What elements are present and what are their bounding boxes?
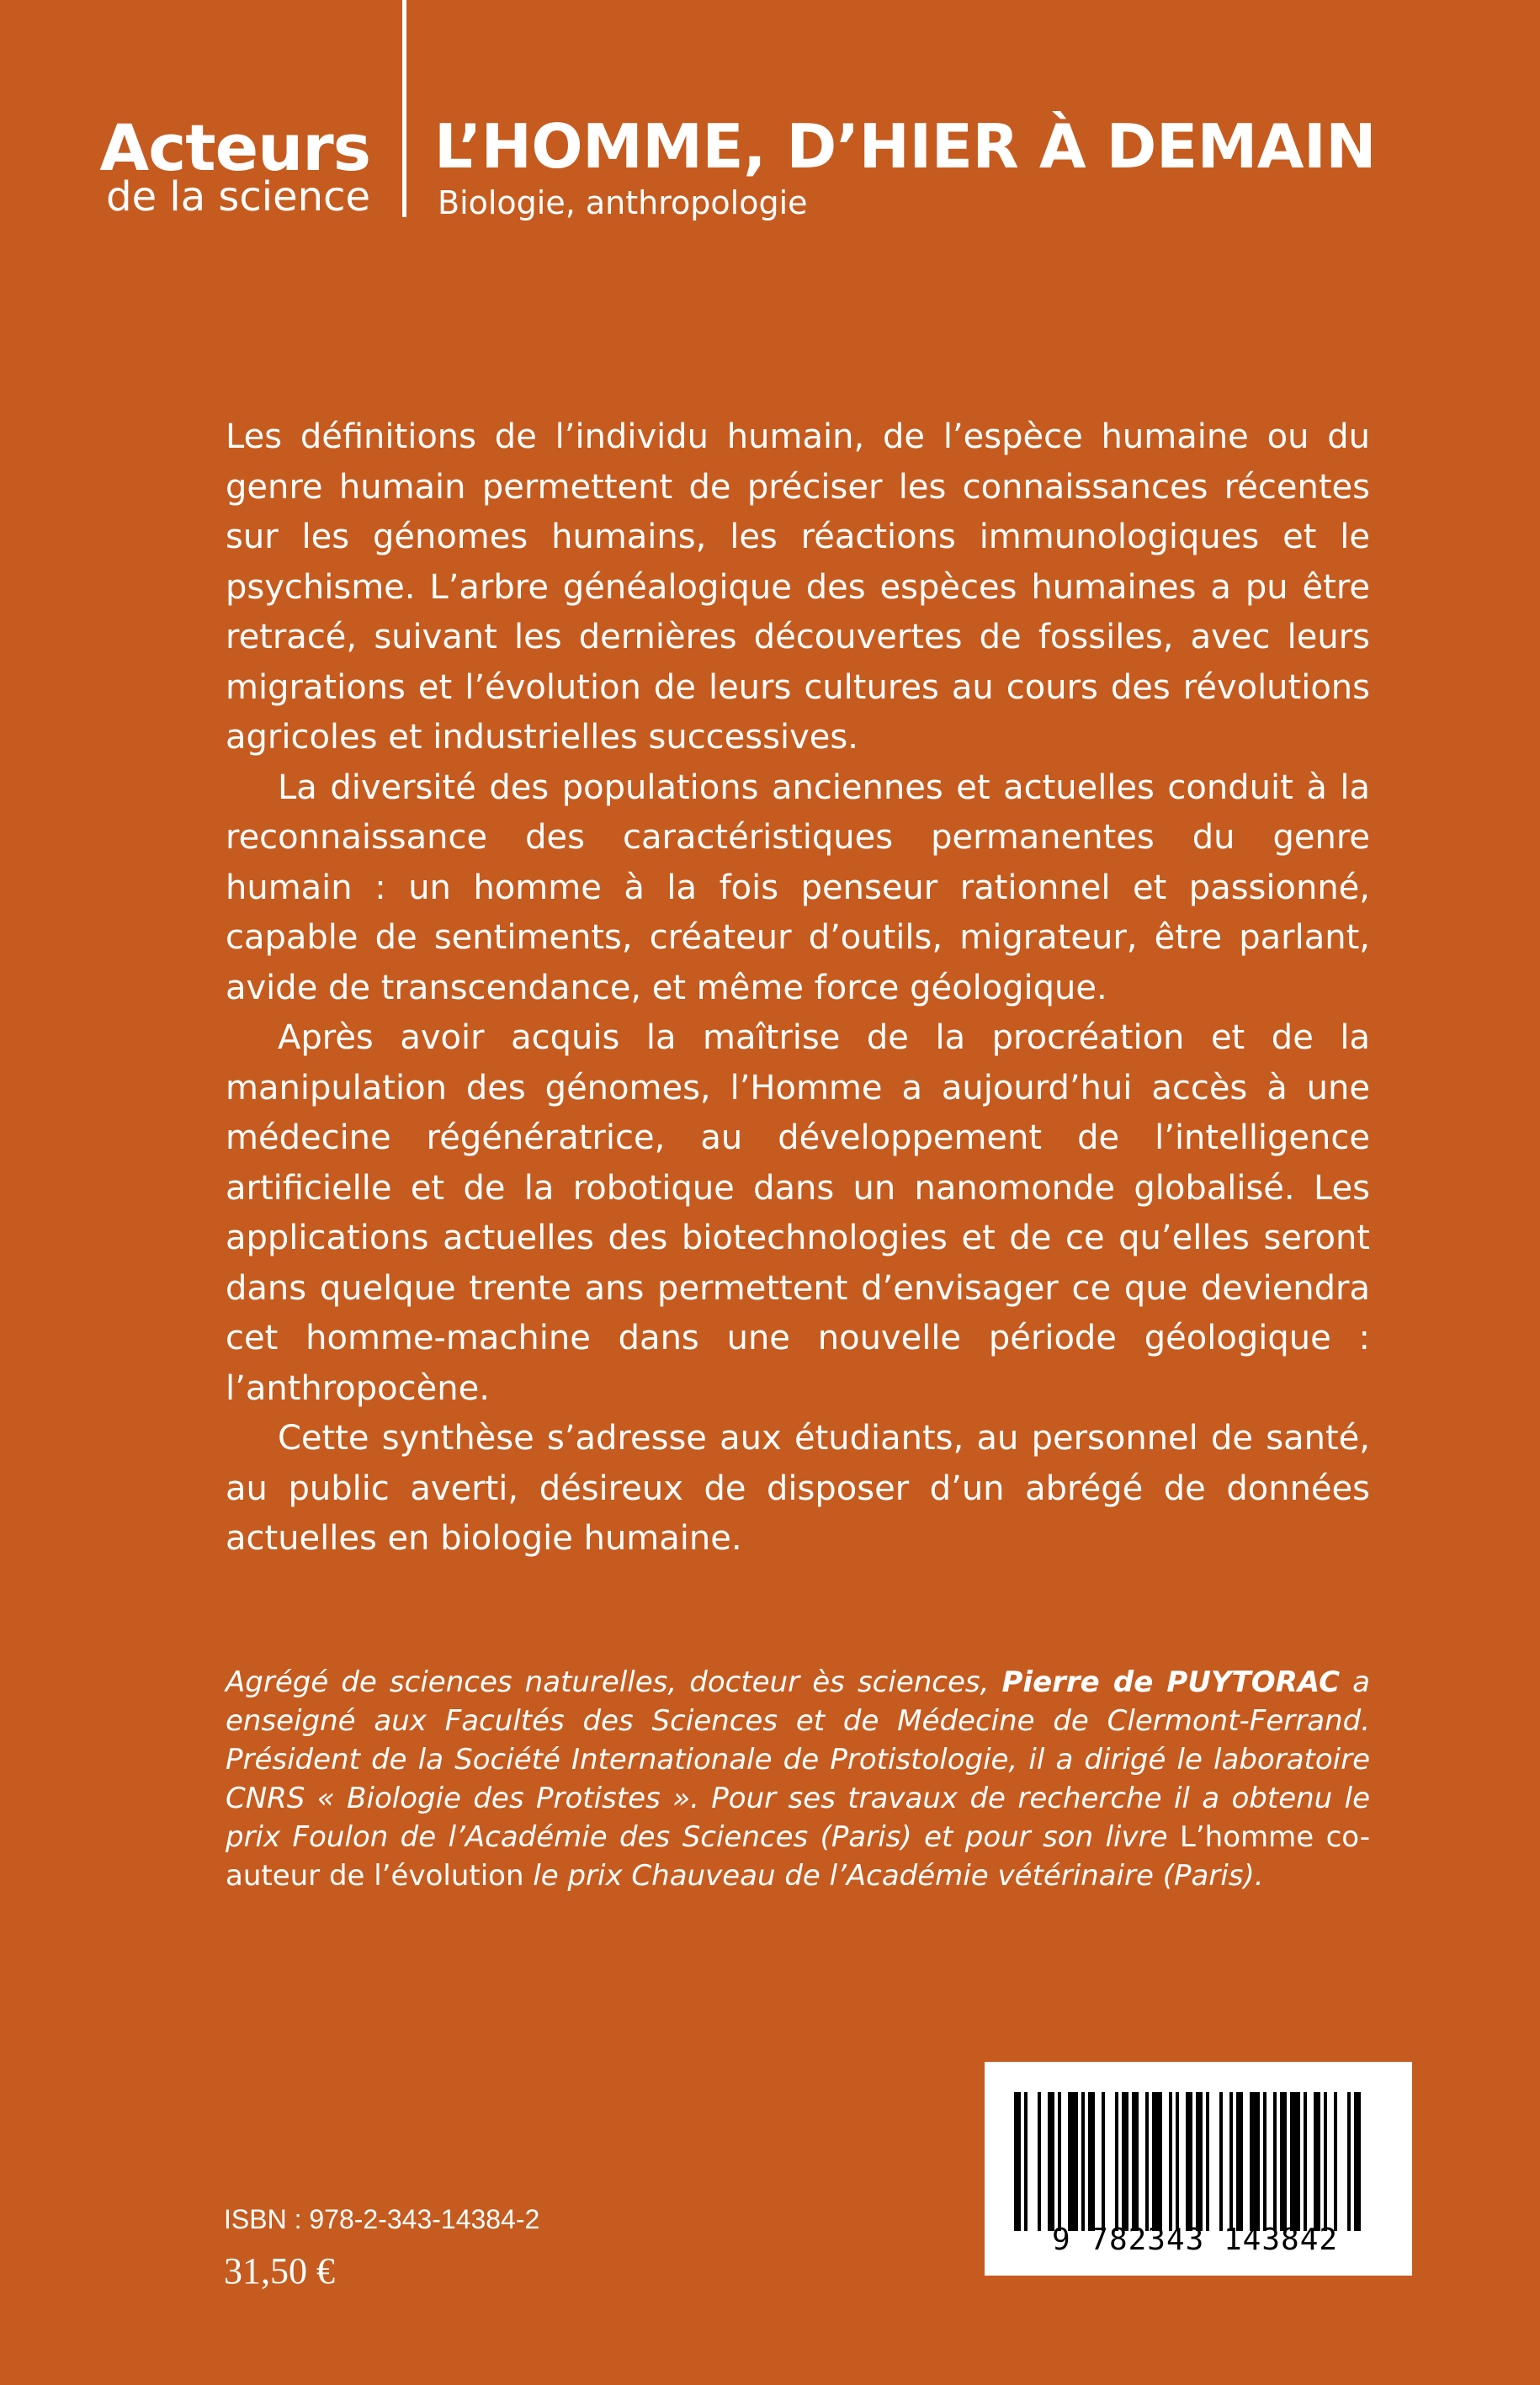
author-bio [226,1663,1370,1895]
series-title: Acteurs [99,110,370,185]
summary-text [226,412,1370,1564]
author-bio-end: le prix Chauveau de l’Académie vétérinaire (Paris). [523,1859,1264,1893]
barcode-bars [1014,2092,1367,2231]
barcode [985,2062,1412,2276]
series-subtitle: de la science [106,173,370,220]
series-logo [0,110,370,220]
summary-paragraph: Après avoir acquis la maîtrise de la procréation et de la manipulation des génomes, l’Homme a aujourd’hui accès à une médecine régénératrice, au développement de l’intelligence artificielle et de la robotique dans un nanomonde globalisé. Les applications actuelles des biotechnologies et de ce qu’elles seront dans quelque trente ans permettent d’envisager ce que deviendra cet homme-machine dans une nouvelle période géologique : l’anthropocène. [226,1018,1370,1408]
author-name: Pierre de PUYTORAC [1001,1665,1341,1699]
book-title: L’HOMME, D’HIER À DEMAIN [434,111,1377,182]
barcode-digits: 9 782343 143842 [1051,2223,1339,2257]
summary-paragraph: Les définitions de l’individu humain, de l’espèce humaine ou du genre humain permettent de préciser les connaissances récentes sur les génomes humains, les réactions immunologiques et le psychisme. L’arbre généalogique des espèces humaines a pu être retracé, suivant les dernières découvertes de fossiles, avec leurs migrations et l’évolution de leurs cultures au cours des révolutions agricoles et industrielles successives. [226,417,1370,757]
book-subtitle: Biologie, anthropologie [438,184,808,221]
header-divider [402,0,406,217]
author-bio-intro: Agrégé de sciences naturelles, docteur ès sciences, [226,1665,1002,1699]
author-book-reference: L’homme co-auteur de l’évolution [226,1820,1371,1893]
author-bio-middle: a enseigné aux Facultés des Sciences et de Médecine de Clermont-Ferrand. Président de la Société Internationale de Protistologie, il a dirigé le laboratoire CNRS « Biologie des Protistes ». Pour ses travaux de recherche il a obtenu le prix Foulon de l’Académie des Sciences (Paris) et pour son livre [226,1665,1370,1854]
price: 31,50 € [224,2250,335,2292]
isbn: ISBN : 978-2-343-14384-2 [224,2204,540,2234]
summary-paragraph: Cette synthèse s’adresse aux étudiants, au personnel de santé, au public averti, désireux de disposer d’un abrégé de données actuelles en biologie humaine. [226,1419,1370,1558]
summary-paragraph: La diversité des populations anciennes et actuelles conduit à la reconnaissance des caractéristiques permanentes du genre humain : un homme à la fois penseur rationnel et passionné, capable de sentiments, créateur d’outils, migrateur, être parlant, avide de transcendance, et même force géologique. [226,768,1370,1007]
